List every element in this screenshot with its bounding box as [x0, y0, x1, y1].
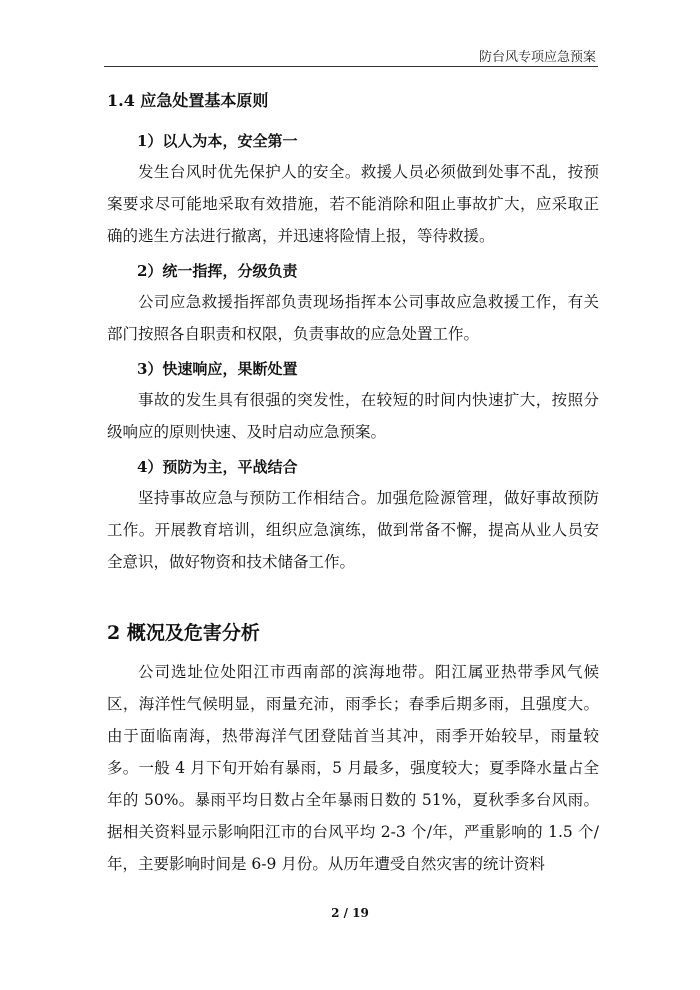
principle-2-text: 公司应急救援指挥部负责现场指挥本公司事故应急救援工作，有关部门按照各自职责和权限，负责事故的应急处置工作。	[107, 293, 599, 343]
principle-1-text: 发生台风时优先保护人的安全。救援人员必须做到处事不乱，按预案要求尽可能地采取有效措施，若不能消除和阻止事故扩大，应采取正确的逃生方法进行撤离，并迅速将险情上报，等待救援。	[107, 163, 599, 245]
header-title: 防台风专项应急预案	[478, 50, 596, 65]
document-body	[107, 88, 599, 880]
principle-4-text: 坚持事故应急与预防工作相结合。加强危险源管理，做好事故预防工作。开展教育培训，组织应急演练，做到常备不懈，提高从业人员安全意识，做好物资和技术储备工作。	[107, 489, 599, 571]
principle-2-title: 2）统一指挥，分级负责	[137, 262, 298, 280]
page-header	[104, 0, 598, 67]
page-number: 2 / 19	[331, 906, 369, 920]
section-2-text: 公司选址位处阳江市西南部的滨海地带。阳江属亚热带季风气候区，海洋性气候明显，雨量充沛，雨季长；春季后期多雨，且强度大。由于面临南海，热带海洋气团登陆首当其冲，雨季开始较早，雨量较多。一般 4 月下旬开始有暴雨，5 月最多，强度较大；夏季降水量占全年的 50%。暴雨平均日数占全年暴雨日数的 51%，夏秋季多台风雨。据相关资料显示影响阳江市的台风平均 2-3 个/年，严重影响的 1.5 个/年，主要影响时间是 6-9 月份。从历年遭受自然灾害的统计资料	[107, 663, 599, 873]
principle-3-title: 3）快速响应，果断处置	[137, 360, 298, 378]
section-2-title: 2 概况及危害分析	[107, 622, 260, 644]
principle-1-title: 1）以人为本，安全第一	[137, 132, 298, 150]
section-1-4-title: 1.4 应急处置基本原则	[107, 91, 269, 110]
principle-3-text: 事故的发生具有很强的突发性，在较短的时间内快速扩大，按照分级响应的原则快速、及时启动应急预案。	[107, 391, 599, 441]
principle-4-title: 4）预防为主，平战结合	[137, 458, 298, 476]
